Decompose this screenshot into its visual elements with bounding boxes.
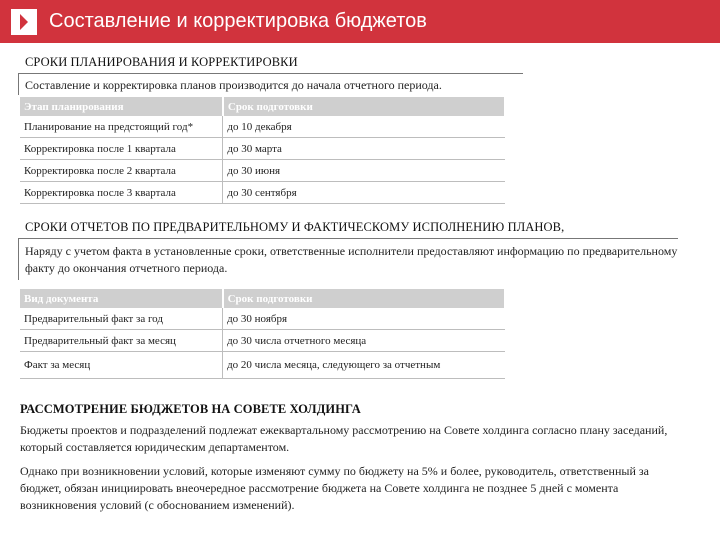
column-header: Вид документа [20, 289, 223, 308]
table-cell: Факт за месяц [20, 352, 223, 379]
section-heading-planning: СРОКИ ПЛАНИРОВАНИЯ И КОРРЕКТИРОВКИ [25, 55, 298, 69]
divider [18, 238, 678, 239]
table-row [20, 182, 505, 204]
column-header: Срок подготовки [223, 289, 505, 308]
table-cell: до 30 марта [223, 138, 505, 160]
table-row [20, 138, 505, 160]
divider [18, 73, 19, 95]
table-header-row [20, 97, 505, 116]
section-paragraph-council-2: Однако при возникновении условий, которые изменяют сумму по бюджету на 5% и более, руководитель, ответственный за бюджет, обязан инициировать внеочередное рассмотрение бюджета на Совете холдинга не позднее 5 дней с момента возникновения условий (с обоснованием изменений). [20, 464, 649, 512]
chevron-right-icon [11, 9, 37, 35]
section-heading-council: РАССМОТРЕНИЕ БЮДЖЕТОВ НА СОВЕТЕ ХОЛДИНГА [20, 402, 361, 416]
table-cell: до 10 декабря [223, 116, 505, 138]
table-cell: Планирование на предстоящий год* [20, 116, 223, 138]
table-row [20, 116, 505, 138]
table-cell: до 30 ноября [223, 308, 505, 330]
table-cell: до 30 июня [223, 160, 505, 182]
table-cell: до 30 сентября [223, 182, 505, 204]
divider [18, 73, 523, 74]
table-row [20, 352, 505, 379]
section-intro-planning: Составление и корректировка планов производится до начала отчетного периода. [25, 78, 442, 92]
table-cell: Предварительный факт за год [20, 308, 223, 330]
divider [18, 238, 19, 280]
section-intro-reports: Наряду с учетом факта в установленные сроки, ответственные исполнители предоставляют информацию по предварительному факту до окончания отчетного периода. [25, 244, 678, 275]
table-row [20, 160, 505, 182]
column-header: Срок подготовки [223, 97, 505, 116]
table-cell: Корректировка после 3 квартала [20, 182, 223, 204]
section-paragraph-council-1: Бюджеты проектов и подразделений подлежат ежеквартальному рассмотрению на Совете холдинга согласно плану заседаний, который составляется юридическим департаментом. [20, 423, 668, 454]
table-row [20, 308, 505, 330]
title-bar [0, 0, 720, 43]
section-heading-reports: СРОКИ ОТЧЕТОВ ПО ПРЕДВАРИТЕЛЬНОМУ И ФАКТИЧЕСКОМУ ИСПОЛНЕНИЮ ПЛАНОВ, [25, 220, 565, 234]
table-cell: Корректировка после 2 квартала [20, 160, 223, 182]
table-cell: Корректировка после 1 квартала [20, 138, 223, 160]
table-cell: до 20 числа месяца, следующего за отчетным [223, 352, 505, 379]
page-title: Составление и корректировка бюджетов [49, 10, 427, 32]
table-row [20, 330, 505, 352]
planning-table [20, 97, 506, 204]
reports-table [20, 289, 506, 379]
table-cell: Предварительный факт за месяц [20, 330, 223, 352]
column-header: Этап планирования [20, 97, 223, 116]
table-header-row [20, 289, 505, 308]
table-cell: до 30 числа отчетного месяца [223, 330, 505, 352]
